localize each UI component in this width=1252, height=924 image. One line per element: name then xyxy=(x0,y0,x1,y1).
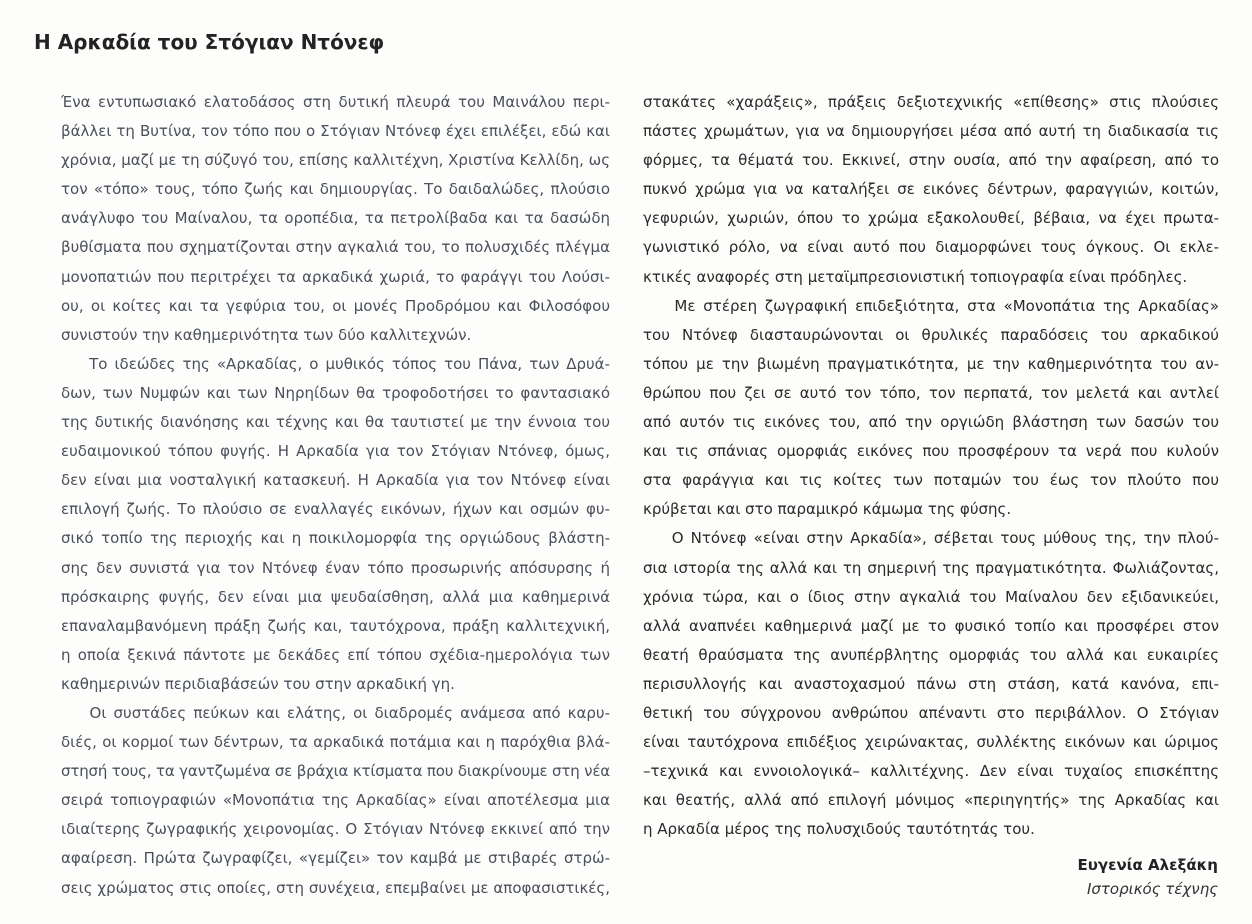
text-line: και θεατής, αλλά από επιλογή μόνιμος «περιηγητής» της Αρκαδίας και xyxy=(643,791,1219,810)
text-line: Ένα εντυπωσιακό ελατοδάσος στη δυτική πλευρά του Μαινάλου περι- xyxy=(61,93,610,111)
text-line: ανάγλυφο του Μαίναλου, τα οροπέδια, τα πετρολίβαδα και τα δασώδη xyxy=(61,209,610,228)
text-line: δων, των Νυμφών και των Νηρηίδων θα τροφοδοτήσει το φαντασιακό xyxy=(61,383,610,402)
text-line: είναι ταυτόχρονα επιδέξιος χειρώνακτας, συλλέκτης εικόνων και ώριμος xyxy=(643,733,1219,752)
page-title: Η Αρκαδία του Στόγιαν Ντόνεφ xyxy=(34,30,385,54)
text-line: από αυτόν τις εικόνες του, από την οργιώδη βλάστηση των δασών του xyxy=(643,413,1219,432)
text-line: στακάτες «χαράξεις», πράξεις δεξιοτεχνικής «επίθεσης» στις πλούσιες xyxy=(643,93,1219,111)
author-role: Ιστορικός τέχνης xyxy=(1086,880,1218,898)
text-line: –τεχνικά και εννοιολογικά– καλλιτέχνης. Δεν είναι τυχαίος επισκέπτης xyxy=(643,762,1219,781)
text-line: Το ιδεώδες της «Αρκαδίας, ο μυθικός τόπος του Πάνα, των Δρυά- xyxy=(61,354,610,373)
text-line: επιλογή ζωής. Το πλούσιο σε εναλλαγές εικόνων, ήχων και οσμών φυ- xyxy=(61,500,610,519)
text-line: γεφυριών, χωριών, όπου το χρώμα εξακολουθεί, βέβαια, να έχει πρωτα- xyxy=(643,209,1219,228)
text-line: χρόνια, μαζί με τη σύζυγό του, επίσης καλλιτέχνη, Χριστίνα Κελλίδη, ως xyxy=(61,151,610,170)
text-line: βυθίσματα που σχηματίζονται στην αγκαλιά του, το πολυσχιδές πλέγμα xyxy=(61,238,610,257)
text-line: σια ιστορία της αλλά και τη σημερινή της πραγματικότητα. Φωλιάζοντας, xyxy=(643,558,1219,577)
text-line: θρώπου που ζει σε αυτό τον τόπο, τον περπατά, τον μελετά και αντλεί xyxy=(643,383,1219,402)
text-line: Με στέρεη ζωγραφική επιδεξιότητα, στα «Μονοπάτια της Αρκαδίας» xyxy=(643,296,1219,315)
text-line: αφαίρεση. Πρώτα ζωγραφίζει, «γεμίζει» τον καμβά με στιβαρές στρώ- xyxy=(61,849,610,868)
left-text-column xyxy=(61,88,610,903)
text-line: η οποία ξεκινά πάντοτε με δεκάδες επί τόπου σχέδια-ημερολόγια των xyxy=(61,645,610,664)
text-line: σης δεν συνιστά για τον Ντόνεφ έναν τόπο προσωρινής απόσυρσης ή xyxy=(61,558,610,577)
text-line: τόπου με την βιωμένη πραγματικότητα, με την καθημερινότητα του αν- xyxy=(643,354,1219,373)
text-line: θεατή θραύσματα της ανυπέρβλητης ομορφιάς του αλλά και ευκαιρίες xyxy=(643,645,1219,664)
text-line: βάλλει τη Βυτίνα, τον τόπο που ο Στόγιαν Ντόνεφ έχει επιλέξει, εδώ και xyxy=(61,122,610,141)
text-line: του Ντόνεφ διασταυρώνονται οι θρυλικές παραδόσεις του αρκαδικού xyxy=(643,325,1219,344)
text-line: της δυτικής διανόησης και τέχνης και θα ταυτιστεί με την έννοια του xyxy=(61,413,610,432)
text-line: στησή τους, τα γαντζωμένα σε βράχια κτίσματα που διακρίνουμε στη νέα xyxy=(61,762,610,781)
text-line: μονοπατιών που περιτρέχει τα αρκαδικά χωριά, το φαράγγι του Λούσι- xyxy=(61,267,610,286)
text-line: Οι συστάδες πεύκων και ελάτης, οι διαδρομές ανάμεσα από καρυ- xyxy=(61,703,610,722)
text-line: σικό τοπίο της περιοχής και η ποικιλομορφία της οργιώδους βλάστη- xyxy=(61,529,610,548)
text-line: επαναλαμβανόμενη πράξη ζωής και, ταυτόχρονα, πράξη καλλιτεχνική, xyxy=(61,616,610,635)
text-line: δεν είναι μια νοσταλγική κατασκευή. Η Αρκαδία για τον Ντόνεφ είναι xyxy=(61,471,610,490)
text-line: ου, οι κοίτες και τα γεφύρια του, οι μονές Προδρόμου και Φιλοσόφου xyxy=(61,296,610,315)
text-line: πρόσκαιρης φυγής, δεν είναι μια ψευδαίσθηση, αλλά μια καθημερινά xyxy=(61,587,610,606)
text-line: Ο Ντόνεφ «είναι στην Αρκαδία», σέβεται τους μύθους της, την πλού- xyxy=(643,529,1219,548)
text-line: περισυλλογής και αναστοχασμού πάνω στη στάση, κατά κανόνα, επι- xyxy=(643,674,1219,693)
author-name: Ευγενία Αλεξάκη xyxy=(1077,856,1218,874)
text-line: καθημερινών περιδιαβάσεών του στην αρκαδική γη. xyxy=(61,674,455,693)
text-line: κρύβεται και στο παραμικρό κάμωμα της φύσης. xyxy=(643,500,1012,519)
text-line: γωνιστικό ρόλο, να είναι αυτό που διαμορφώνει τους όγκους. Οι εκλε- xyxy=(643,238,1219,257)
text-line: αλλά αναπνέει καθημερινά μαζί με το φυσικό τοπίο και προσφέρει στον xyxy=(643,616,1219,635)
text-line: ιδιαίτερης ζωγραφικής χειρονομίας. Ο Στόγιαν Ντόνεφ εκκινεί από την xyxy=(61,820,610,839)
text-line: θετική του σύγχρονου ανθρώπου απέναντι στο περιβάλλον. Ο Στόγιαν xyxy=(643,703,1219,722)
right-text-column xyxy=(643,88,1219,844)
text-line: συνιστούν την καθημερινότητα των δύο καλλιτεχνών. xyxy=(61,325,472,344)
text-line: η Αρκαδία μέρος της πολυσχιδούς ταυτότητάς του. xyxy=(643,820,1035,839)
text-line: και τις σπάνιας ομορφιάς εικόνες που προσφέρουν τα νερά που κυλούν xyxy=(643,442,1219,461)
text-line: στα φαράγγια και τις κοίτες των ποταμών του έως τον πλούτο που xyxy=(643,471,1219,490)
text-line: ευδαιμονικού τόπου φυγής. Η Αρκαδία για τον Στόγιαν Ντόνεφ, όμως, xyxy=(61,442,610,461)
text-line: σεις χρώματος στις οποίες, στη συνέχεια, επεμβαίνει με αποφασιστικές, xyxy=(61,878,610,897)
text-line: πυκνό χρώμα για να καταλήξει σε εικόνες δέντρων, φαραγγιών, κοιτών, xyxy=(643,180,1219,199)
text-line: φόρμες, τα θέματά του. Εκκινεί, στην ουσία, από την αφαίρεση, από το xyxy=(643,151,1219,170)
text-line: κτικές αναφορές στη μεταϊμπρεσιονιστική τοπιογραφία είναι πρόδηλες. xyxy=(643,267,1188,286)
text-line: διές, οι κορμοί των δέντρων, τα αρκαδικά ποτάμια και η παρόχθια βλά- xyxy=(61,733,610,752)
text-line: σειρά τοπιογραφιών «Μονοπάτια της Αρκαδίας» είναι αποτέλεσμα μια xyxy=(61,791,610,810)
text-line: χρόνια τώρα, και ο ίδιος στην αγκαλιά του Μαίναλου δεν εξιδανικεύει, xyxy=(643,587,1219,606)
text-line: τον «τόπο» τους, τόπο ζωής και δημιουργίας. Το δαιδαλώδες, πλούσιο xyxy=(61,180,610,199)
text-line: πάστες χρωμάτων, για να δημιουργήσει μέσα από αυτή τη διαδικασία τις xyxy=(643,122,1219,141)
